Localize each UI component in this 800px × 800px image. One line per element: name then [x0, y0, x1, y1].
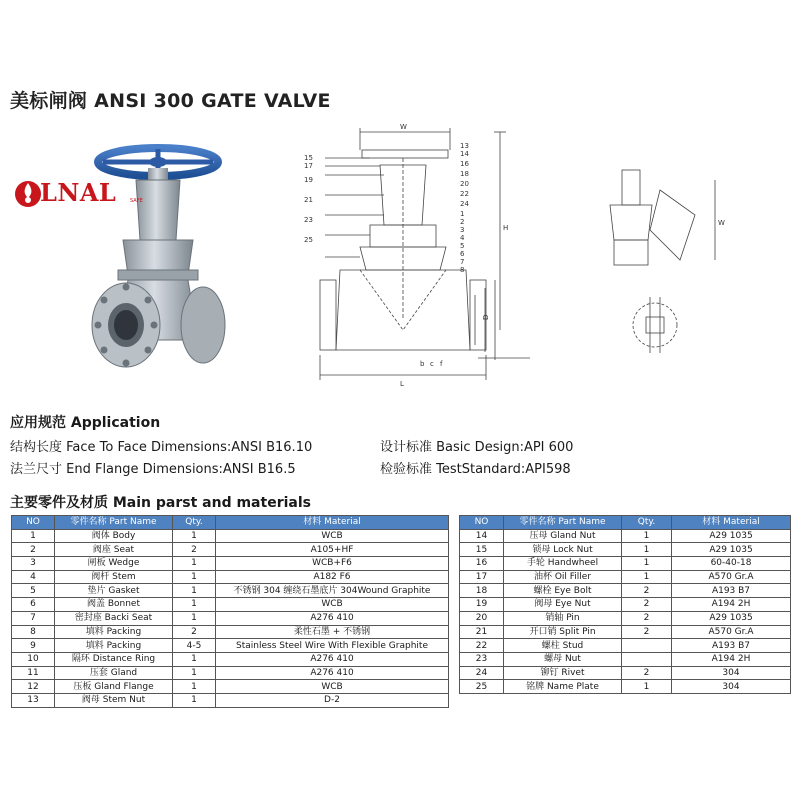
part-qty: 2	[173, 543, 216, 557]
svg-text:22: 22	[460, 190, 469, 198]
part-name: 隔环 Distance Ring	[55, 652, 173, 666]
part-name: 压母 Gland Nut	[504, 529, 622, 543]
table-row	[12, 598, 449, 612]
part-no: 15	[460, 543, 504, 557]
part-name: 垫片 Gasket	[55, 584, 173, 598]
part-no: 18	[460, 584, 504, 598]
part-name: 填料 Packing	[55, 639, 173, 653]
header-part-name: 零件名称 Part Name	[504, 516, 622, 530]
table-row	[460, 652, 791, 666]
part-qty: 2	[622, 611, 672, 625]
svg-text:3: 3	[460, 226, 465, 234]
svg-text:18: 18	[460, 170, 469, 178]
part-qty: 1	[173, 584, 216, 598]
part-material: A276 410	[216, 652, 449, 666]
part-material: A570 Gr.A	[672, 570, 791, 584]
part-name: 螺母 Nut	[504, 652, 622, 666]
table-row	[12, 584, 449, 598]
part-name: 阀座 Seat	[55, 543, 173, 557]
svg-text:21: 21	[304, 196, 313, 204]
part-name: 闸板 Wedge	[55, 557, 173, 571]
svg-text:W: W	[400, 123, 407, 131]
part-material: A193 B7	[672, 639, 791, 653]
part-qty: 1	[173, 652, 216, 666]
table-row	[460, 598, 791, 612]
part-name: 密封座 Backi Seat	[55, 611, 173, 625]
part-no: 23	[460, 652, 504, 666]
part-name: 螺栓 Eye Bolt	[504, 584, 622, 598]
part-qty: 1	[622, 570, 672, 584]
parts-table-right	[459, 515, 791, 694]
part-no: 8	[12, 625, 55, 639]
part-qty: 1	[622, 543, 672, 557]
part-no: 24	[460, 666, 504, 680]
part-name: 阀母 Eye Nut	[504, 598, 622, 612]
svg-text:19: 19	[304, 176, 313, 184]
brand-logo-text: LNAL	[40, 178, 117, 207]
part-no: 1	[12, 529, 55, 543]
part-qty: 1	[173, 557, 216, 571]
part-material: A105+HF	[216, 543, 449, 557]
svg-text:L: L	[400, 380, 404, 388]
part-no: 16	[460, 557, 504, 571]
table-row	[460, 639, 791, 653]
part-qty	[622, 639, 672, 653]
svg-text:25: 25	[304, 236, 313, 244]
table-row	[12, 529, 449, 543]
part-name: 铭牌 Name Plate	[504, 680, 622, 694]
table-row	[12, 652, 449, 666]
part-no: 3	[12, 557, 55, 571]
svg-text:6: 6	[460, 250, 465, 258]
part-name: 压板 Gland Flange	[55, 680, 173, 694]
basic-design-spec: 设计标准 Basic Design:API 600	[380, 440, 574, 455]
svg-text:f: f	[440, 360, 443, 368]
header-part-name: 零件名称 Part Name	[55, 516, 173, 530]
part-qty: 1	[173, 529, 216, 543]
part-material: 60-40-18	[672, 557, 791, 571]
face-to-face-spec: 结构长度 Face To Face Dimensions:ANSI B16.10	[10, 440, 313, 455]
svg-text:16: 16	[460, 160, 469, 168]
part-material: 柔性石墨 + 不锈钢	[216, 625, 449, 639]
table-row	[460, 666, 791, 680]
part-material: A194 2H	[672, 652, 791, 666]
header-qty: Qty.	[622, 516, 672, 530]
svg-text:D: D	[482, 314, 490, 320]
svg-text:8: 8	[460, 266, 465, 274]
table-row	[12, 693, 449, 707]
part-no: 20	[460, 611, 504, 625]
part-material: D-2	[216, 693, 449, 707]
svg-text:W: W	[718, 219, 725, 227]
part-name: 开口销 Split Pin	[504, 625, 622, 639]
header-qty: Qty.	[173, 516, 216, 530]
detail-drawing	[620, 295, 690, 355]
part-material: A29 1035	[672, 611, 791, 625]
parts-table-header	[12, 516, 449, 530]
test-standard-spec: 检验标准 TestStandard:API598	[380, 462, 571, 477]
part-material: A276 410	[216, 611, 449, 625]
part-no: 6	[12, 598, 55, 612]
table-row	[12, 680, 449, 694]
part-no: 19	[460, 598, 504, 612]
part-name: 油杯 Oil Filler	[504, 570, 622, 584]
part-name: 铆钉 Rivet	[504, 666, 622, 680]
part-material: WCB	[216, 680, 449, 694]
part-material: A193 B7	[672, 584, 791, 598]
part-material: A194 2H	[672, 598, 791, 612]
part-no: 7	[12, 611, 55, 625]
part-no: 21	[460, 625, 504, 639]
part-qty: 1	[622, 557, 672, 571]
part-name: 螺柱 Stud	[504, 639, 622, 653]
header-no: NO	[12, 516, 55, 530]
header-no: NO	[460, 516, 504, 530]
part-qty: 1	[622, 680, 672, 694]
part-name: 压套 Gland	[55, 666, 173, 680]
svg-text:23: 23	[304, 216, 313, 224]
table-row	[460, 543, 791, 557]
svg-text:7: 7	[460, 258, 465, 266]
part-no: 17	[460, 570, 504, 584]
part-no: 12	[12, 680, 55, 694]
part-qty: 2	[622, 598, 672, 612]
valve-cross-section-drawing	[300, 120, 540, 390]
svg-text:c: c	[430, 360, 434, 368]
part-qty: 2	[173, 625, 216, 639]
part-qty: 1	[173, 598, 216, 612]
part-no: 25	[460, 680, 504, 694]
header-material: 材料 Material	[216, 516, 449, 530]
part-no: 11	[12, 666, 55, 680]
table-row	[460, 611, 791, 625]
part-material: Stainless Steel Wire With Flexible Graphite	[216, 639, 449, 653]
part-name: 销轴 Pin	[504, 611, 622, 625]
part-qty: 2	[622, 584, 672, 598]
part-material: 304	[672, 666, 791, 680]
part-name: 手轮 Handwheel	[504, 557, 622, 571]
svg-text:4: 4	[460, 234, 465, 242]
part-material: 不锈钢 304 缠绕石墨底片 304Wound Graphite	[216, 584, 449, 598]
table-row	[12, 543, 449, 557]
part-name: 阀盖 Bonnet	[55, 598, 173, 612]
part-qty: 4-5	[173, 639, 216, 653]
part-name: 阀杆 Stem	[55, 570, 173, 584]
part-no: 9	[12, 639, 55, 653]
part-qty: 1	[173, 693, 216, 707]
svg-text:H: H	[503, 224, 509, 232]
part-qty: 1	[173, 611, 216, 625]
part-qty: 1	[622, 529, 672, 543]
header-material: 材料 Material	[672, 516, 791, 530]
part-no: 2	[12, 543, 55, 557]
part-name: 阀体 Body	[55, 529, 173, 543]
application-heading: 应用规范 Application	[10, 415, 161, 431]
part-name: 锁母 Lock Nut	[504, 543, 622, 557]
part-no: 5	[12, 584, 55, 598]
table-row	[460, 529, 791, 543]
brand-logo-suffix: SAFE	[130, 198, 143, 204]
parts-table-header	[460, 516, 791, 530]
handwheel-side-drawing	[590, 160, 730, 280]
table-row	[460, 557, 791, 571]
svg-text:2: 2	[460, 218, 465, 226]
svg-text:20: 20	[460, 180, 469, 188]
part-material: A29 1035	[672, 529, 791, 543]
part-no: 13	[12, 693, 55, 707]
part-qty: 2	[622, 666, 672, 680]
part-material: WCB	[216, 598, 449, 612]
part-material: A276 410	[216, 666, 449, 680]
table-row	[460, 625, 791, 639]
table-row	[12, 557, 449, 571]
table-row	[12, 639, 449, 653]
part-material: A570 Gr.A	[672, 625, 791, 639]
flange-dimensions-spec: 法兰尺寸 End Flange Dimensions:ANSI B16.5	[10, 462, 296, 477]
part-qty: 2	[622, 625, 672, 639]
part-no: 10	[12, 652, 55, 666]
svg-text:5: 5	[460, 242, 465, 250]
part-material: 304	[672, 680, 791, 694]
part-material: A182 F6	[216, 570, 449, 584]
svg-text:1: 1	[460, 210, 465, 218]
svg-text:15: 15	[304, 154, 313, 162]
part-no: 4	[12, 570, 55, 584]
table-row	[460, 680, 791, 694]
part-material: WCB	[216, 529, 449, 543]
part-material: WCB+F6	[216, 557, 449, 571]
table-row	[460, 570, 791, 584]
part-qty: 1	[173, 680, 216, 694]
page-title: 美标闸阀 ANSI 300 GATE VALVE	[10, 90, 331, 112]
svg-text:14: 14	[460, 150, 469, 158]
table-row	[12, 666, 449, 680]
svg-text:24: 24	[460, 200, 469, 208]
table-row	[12, 625, 449, 639]
table-row	[460, 584, 791, 598]
part-qty: 1	[173, 666, 216, 680]
part-qty	[622, 652, 672, 666]
parts-table-left	[11, 515, 449, 708]
svg-text:b: b	[420, 360, 425, 368]
part-material: A29 1035	[672, 543, 791, 557]
part-name: 填料 Packing	[55, 625, 173, 639]
table-row	[12, 611, 449, 625]
part-no: 14	[460, 529, 504, 543]
part-name: 阀母 Stem Nut	[55, 693, 173, 707]
part-qty: 1	[173, 570, 216, 584]
table-row	[12, 570, 449, 584]
parts-heading: 主要零件及材质 Main parst and materials	[10, 495, 311, 511]
svg-text:17: 17	[304, 162, 313, 170]
part-no: 22	[460, 639, 504, 653]
svg-text:13: 13	[460, 142, 469, 150]
